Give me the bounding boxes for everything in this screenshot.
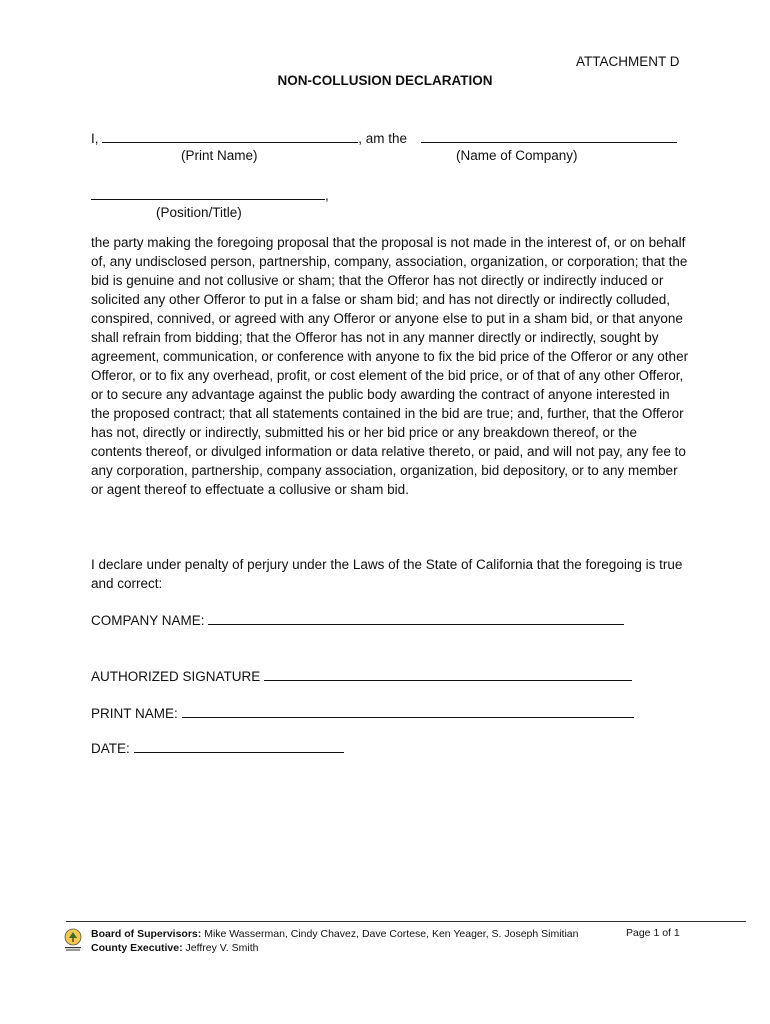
position-caption: (Position/Title) — [156, 205, 242, 220]
executive-name: Jeffrey V. Smith — [182, 942, 259, 954]
signature-label: AUTHORIZED SIGNATURE — [91, 669, 261, 684]
date-label: DATE: — [91, 741, 130, 756]
signature-input[interactable] — [264, 668, 632, 681]
i-prefix: I, — [91, 131, 99, 146]
print-name-caption: (Print Name) — [181, 148, 258, 163]
company-name-input[interactable] — [208, 612, 624, 625]
date-row — [91, 740, 344, 756]
print-name-field[interactable] — [102, 130, 358, 143]
supervisors-label: Board of Supervisors: — [91, 928, 202, 940]
body-paragraph: the party making the foregoing proposal that the proposal is not made in the interest of, or on behalf of, any undisclosed person, partnership, company, association, organization, or corporation; that the bid is genuine and not collusive or sham; that the Offeror has not directly or indirectly induced or solicited any other Offeror to put in a false or sham bid; and has not directly or indirectly colluded, conspired, connived, or agreed with any Offeror or anyone else to put in a sham bid, or that anyone shall refrain from bidding; that the Offeror has not in any manner directly or indirectly, sought by agreement, communication, or conference with anyone to fix the bid price of the Offeror or any other Offeror, or to fix any overhead, profit, or cost element of the bid price, or of that of any other Offeror, or to secure any advantage against the public body awarding the contract of anyone interested in the proposed contract; that all statements contained in the bid are true; and, further, that the Offeror has not, directly or indirectly, submitted his or her bid price or any breakdown thereof, or the contents thereof, or divulged information or data relative thereto, or paid, and will not pay, any fee to any corporation, partnership, company association, organization, bid depository, or to any member or agent thereof to effectuate a collusive or sham bid. — [91, 235, 689, 497]
print-name-input[interactable] — [182, 705, 634, 718]
document-title: NON-COLLUSION DECLARATION — [277, 73, 493, 88]
attachment-label: ATTACHMENT D — [576, 54, 680, 69]
supervisors-names: Mike Wasserman, Cindy Chavez, Dave Cortese, Ken Yeager, S. Joseph Simitian — [201, 928, 579, 940]
position-suffix: , — [325, 188, 329, 203]
footer-executive-line — [91, 941, 579, 955]
footer-divider — [66, 921, 746, 922]
declaration-body — [91, 233, 691, 499]
company-name-row — [91, 612, 624, 628]
print-name-row — [91, 705, 634, 721]
date-input[interactable] — [134, 740, 344, 753]
position-field[interactable] — [91, 187, 325, 200]
county-seal-icon — [62, 927, 84, 953]
company-caption: (Name of Company) — [456, 148, 578, 163]
page-number: Page 1 of 1 — [626, 927, 680, 939]
print-name-label: PRINT NAME: — [91, 706, 178, 721]
declarant-line — [91, 130, 677, 146]
position-line — [91, 187, 329, 203]
perjury-declaration: I declare under penalty of perjury under the Laws of the State of California that the foregoing is true and correct: — [91, 557, 683, 591]
executive-label: County Executive: — [91, 942, 183, 954]
company-name-field-top[interactable] — [421, 130, 677, 143]
footer-officials — [91, 927, 579, 955]
company-name-label: COMPANY NAME: — [91, 613, 205, 628]
footer-supervisors-line — [91, 927, 579, 941]
signature-row — [91, 668, 632, 684]
am-the-text: , am the — [358, 131, 408, 146]
